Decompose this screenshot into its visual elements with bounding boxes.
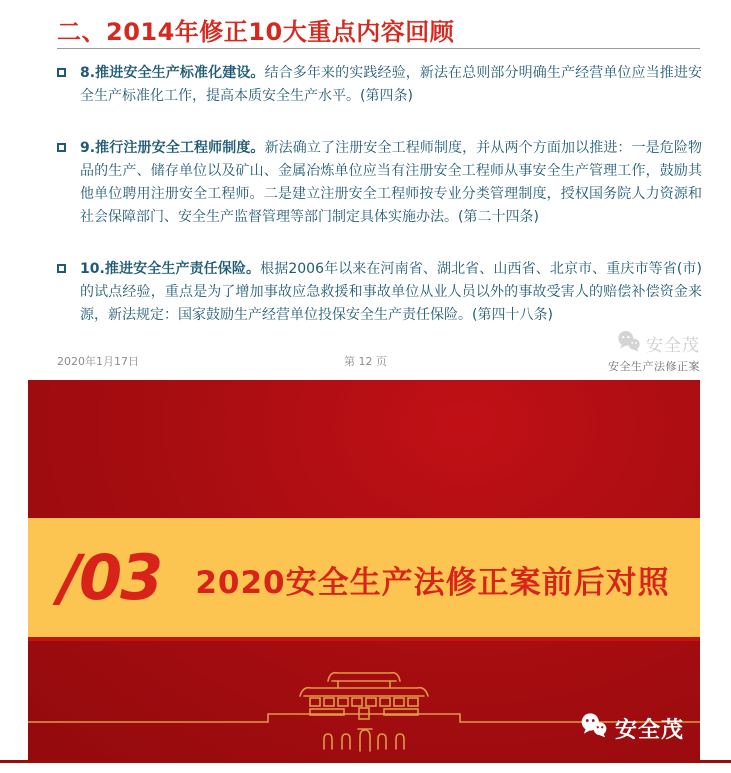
slide-section-03 (28, 380, 700, 760)
brand-name: 安全茂 (614, 717, 684, 743)
item-body: 结合多年来的实践经验，新法在总则部分明确生产经营单位应当推进安全生产标准化工作，提高本质安全生产水平。(第四条) (80, 65, 703, 104)
next-slide-top-edge (0, 760, 731, 763)
list-item-8 (57, 62, 702, 108)
slide-footer (0, 336, 731, 376)
slide-title: 二、2014年修正10大重点内容回顾 (57, 18, 455, 46)
item-heading: 8.推进安全生产标准化建设。 (80, 65, 265, 81)
section-number: /03 (58, 540, 162, 614)
footer-page-number: 第 12 页 (344, 355, 387, 368)
wechat-bubbles-icon (616, 330, 642, 357)
slide-2014-review (0, 0, 731, 380)
watermark (608, 330, 700, 374)
title-underline (57, 48, 700, 49)
item-heading: 10.推进安全生产责任保险。 (80, 261, 261, 277)
section-title: 2020安全生产法修正案前后对照 (195, 565, 670, 601)
square-bullet-icon (57, 143, 66, 152)
item-heading: 9.推行注册安全工程师制度。 (80, 140, 265, 156)
bullet-list (57, 62, 702, 356)
item-body: 根据2006年以来在河南省、湖北省、山西省、北京市、重庆市等省(市)的试点经验，重点是为了增加事故应急救援和事故单位从业人员以外的事故受害人的赔偿补偿资金来源，新法规定：国家鼓励生产经营单位投保安全生产责任保险。(第四十八条) (80, 261, 702, 323)
square-bullet-icon (57, 264, 66, 273)
square-bullet-icon (57, 68, 66, 77)
watermark-subtitle: 安全生产法修正案 (608, 360, 700, 373)
list-item-10 (57, 258, 702, 327)
gold-banner (28, 518, 700, 641)
brand-badge (579, 712, 684, 744)
wechat-bubbles-icon (579, 712, 609, 744)
list-item-9 (57, 137, 702, 229)
watermark-brand-name: 安全茂 (646, 336, 700, 356)
footer-date: 2020年1月17日 (57, 355, 139, 368)
item-body: 新法确立了注册安全工程师制度，并从两个方面加以推进：一是危险物品的生产、储存单位以及矿山、金属冶炼单位应当有注册安全工程师从事安全生产管理工作，鼓励其他单位聘用注册安全工程师。二是建立注册安全工程师按专业分类管理制度，授权国务院人力资源和社会保障部门、安全生产监督管理等部门制定具体实施办法。(第二十四条) (80, 140, 703, 225)
